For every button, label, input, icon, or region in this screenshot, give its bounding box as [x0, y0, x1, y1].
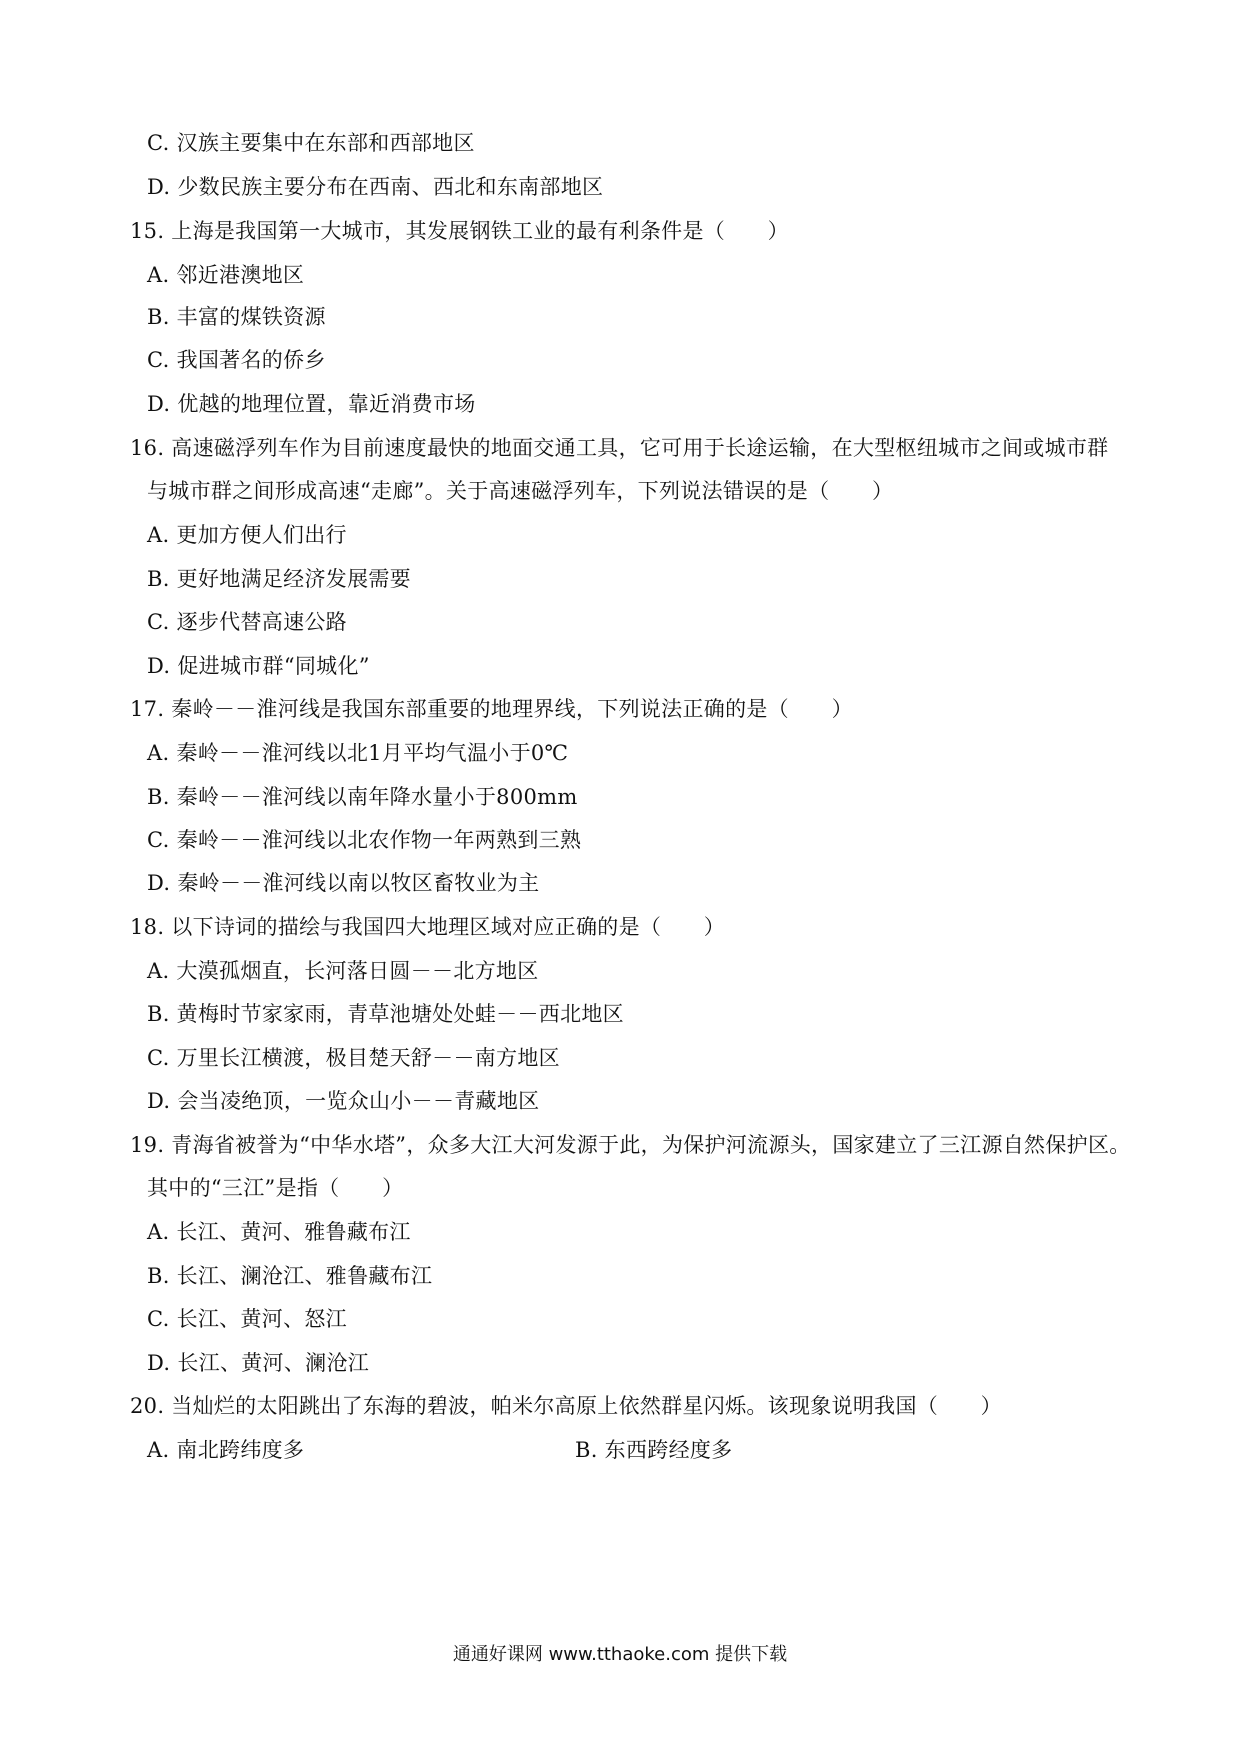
q14-option-d: D. 少数民族主要分布在西南、西北和东南部地区 [147, 175, 604, 199]
q19-option-c: C. 长江、黄河、怒江 [147, 1307, 347, 1331]
q16-option-b: B. 更好地满足经济发展需要 [147, 567, 411, 591]
q16-option-d: D. 促进城市群“同城化” [147, 654, 370, 678]
q19-stem-line2: 其中的“三江”是指（ ） [147, 1176, 404, 1200]
q20-stem: 20. 当灿烂的太阳跳出了东海的碧波，帕米尔高原上依然群星闪烁。该现象说明我国（ ） [130, 1394, 1002, 1418]
q20-option-a: A. 南北跨纬度多 [147, 1438, 305, 1462]
q18-option-b: B. 黄梅时节家家雨，青草池塘处处蛙－－西北地区 [147, 1002, 624, 1026]
q14-option-c: C. 汉族主要集中在东部和西部地区 [147, 131, 475, 155]
q19-stem-line1: 19. 青海省被誉为“中华水塔”，众多大江大河发源于此，为保护河流源头，国家建立了三江源自然保护区。 [130, 1133, 1131, 1157]
q17-option-b: B. 秦岭－－淮河线以南年降水量小于800mm [147, 785, 578, 809]
q16-stem-line2: 与城市群之间形成高速“走廊”。关于高速磁浮列车，下列说法错误的是（ ） [147, 479, 894, 503]
q19-option-d: D. 长江、黄河、澜沧江 [147, 1351, 370, 1375]
q17-option-c: C. 秦岭－－淮河线以北农作物一年两熟到三熟 [147, 828, 582, 852]
q16-stem-line1: 16. 高速磁浮列车作为目前速度最快的地面交通工具，它可用于长途运输，在大型枢纽城市之间或城市群 [130, 436, 1109, 460]
q16-option-c: C. 逐步代替高速公路 [147, 610, 347, 634]
q15-option-c: C. 我国著名的侨乡 [147, 348, 326, 372]
q15-option-b: B. 丰富的煤铁资源 [147, 305, 326, 329]
q18-option-a: A. 大漠孤烟直，长河落日圆－－北方地区 [147, 959, 539, 983]
q18-stem: 18. 以下诗词的描绘与我国四大地理区域对应正确的是（ ） [130, 915, 726, 939]
q17-option-a: A. 秦岭－－淮河线以北1月平均气温小于0℃ [147, 741, 569, 765]
q16-option-a: A. 更加方便人们出行 [147, 523, 347, 547]
q20-option-b: B. 东西跨经度多 [575, 1438, 733, 1462]
q15-option-d: D. 优越的地理位置，靠近消费市场 [147, 392, 476, 416]
q15-stem: 15. 上海是我国第一大城市，其发展钢铁工业的最有利条件是（ ） [130, 219, 789, 243]
q17-option-d: D. 秦岭－－淮河线以南以牧区畜牧业为主 [147, 871, 540, 895]
q15-option-a: A. 邻近港澳地区 [147, 263, 305, 287]
q17-stem: 17. 秦岭－－淮河线是我国东部重要的地理界线，下列说法正确的是（ ） [130, 697, 853, 721]
q18-option-c: C. 万里长江横渡，极目楚天舒－－南方地区 [147, 1046, 560, 1070]
q18-option-d: D. 会当凌绝顶，一览众山小－－青藏地区 [147, 1089, 540, 1113]
q19-option-a: A. 长江、黄河、雅鲁藏布江 [147, 1220, 411, 1244]
page-footer: 通通好课网 www.tthaoke.com 提供下载 [452, 1644, 788, 1665]
q19-option-b: B. 长江、澜沧江、雅鲁藏布江 [147, 1264, 433, 1288]
